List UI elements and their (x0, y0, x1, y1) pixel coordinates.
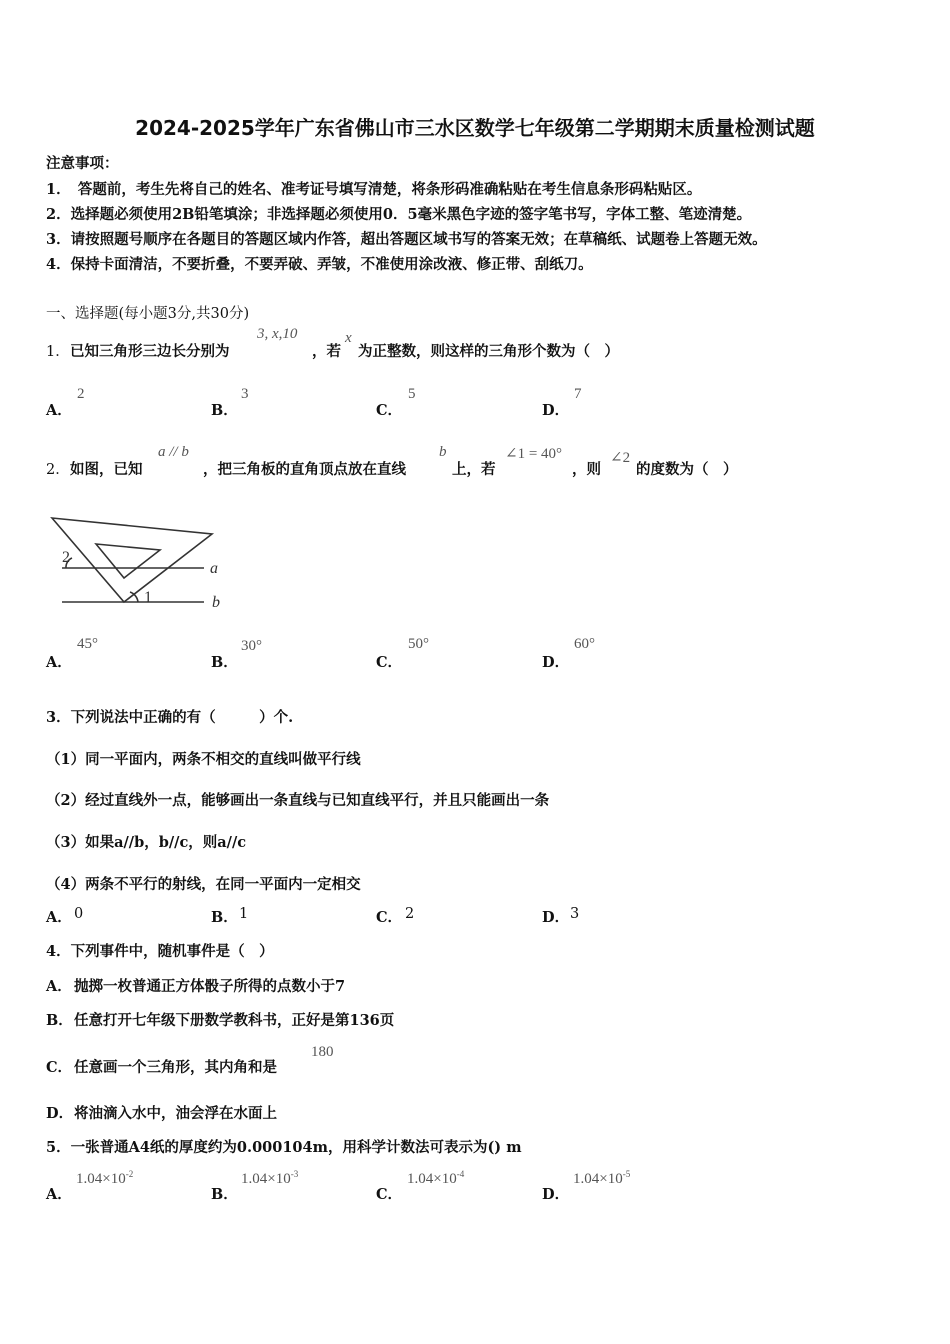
q3-statement: （1）同一平面内，两条不相交的直线叫做平行线 (46, 751, 361, 768)
notice-item: 3．请按照题号顺序在各题目的答题区域内作答，超出答题区域书写的答案无效；在草稿纸、试题卷上答题无效。 (46, 231, 767, 248)
q5-option-d-label: D． (542, 1186, 570, 1203)
q3-option-d-value: 3 (570, 906, 580, 922)
q2-option-c-value: 50° (408, 636, 429, 652)
q3-option-a-label: A． (46, 909, 72, 926)
q1-option-a-value: 2 (77, 386, 85, 402)
triangle-parallel-lines-figure (46, 508, 236, 616)
q2-option-c-label: C． (376, 654, 403, 671)
question-1-number: 1． (46, 344, 70, 360)
q3-option-b-label: B． (211, 909, 238, 926)
question-1-var: x (345, 330, 352, 346)
q3-option-a-value: 0 (74, 906, 84, 922)
question-2-text: 上，若 (452, 461, 496, 478)
q2-option-a-value: 45° (77, 636, 98, 652)
q2-option-a-label: A． (46, 654, 72, 671)
notice-item: 2．选择题必须使用2B铅笔填涂；非选择题必须使用0．5毫米黑色字迹的签字笔书写，字体工整、笔迹清楚。 (46, 206, 752, 223)
question-3-stem: 3．下列说法中正确的有（ ）个. (46, 709, 294, 726)
question-2-expr: ∠1 = 40° (505, 446, 563, 462)
q1-option-b-value: 3 (241, 386, 249, 402)
label-a: a (210, 560, 218, 577)
q2-option-d-value: 60° (574, 636, 595, 652)
q3-statement: （4）两条不平行的射线，在同一平面内一定相交 (46, 876, 361, 893)
q1-option-c-label: C． (376, 402, 403, 419)
q4-option-d-label: D． (46, 1105, 74, 1122)
question-2-expr: b (439, 444, 447, 460)
q4-option-b-text: 任意打开七年级下册数学教科书，正好是第136页 (74, 1012, 395, 1029)
question-2-expr: a // b (158, 444, 189, 460)
section-heading: 一、选择题(每小题3分,共30分) (46, 306, 250, 322)
q3-option-c-value: 2 (405, 906, 415, 922)
q3-statement: （2）经过直线外一点，能够画出一条直线与已知直线平行，并且只能画出一条 (46, 792, 550, 809)
q5-option-b-value: $1.04\times 10^{-3}$ (241, 1169, 299, 1187)
q2-option-d-label: D． (542, 654, 570, 671)
q1-option-d-value: 7 (574, 386, 582, 402)
question-5-stem: 5．一张普通A4纸的厚度约为0.000104m，用科学计数法可表示为() m (46, 1139, 522, 1156)
q3-option-c-label: C． (376, 909, 403, 926)
label-b: b (212, 594, 220, 611)
q2-option-b-value: 30° (241, 638, 262, 654)
q1-option-c-value: 5 (408, 386, 416, 402)
q5-option-b-label: B． (211, 1186, 238, 1203)
q4-option-c-text: 任意画一个三角形，其内角和是 (74, 1059, 277, 1076)
question-2-text: 如图，已知 (70, 461, 143, 478)
notice-heading: 注意事项： (46, 155, 119, 172)
q5-option-c-value: $1.04\times 10^{-4}$ (407, 1169, 465, 1187)
q4-option-a-label: A． (46, 978, 72, 995)
label-2: 2 (62, 549, 70, 566)
q3-option-d-label: D． (542, 909, 570, 926)
q4-option-b-label: B． (46, 1012, 73, 1029)
question-2-text: ，则 (572, 461, 601, 478)
q1-option-a-label: A． (46, 402, 72, 419)
page-title: 2024-2025学年广东省佛山市三水区数学七年级第二学期期末质量检测试题 (135, 116, 815, 140)
q1-option-b-label: B． (211, 402, 238, 419)
question-4-stem: 4．下列事件中，随机事件是（ ） (46, 943, 274, 960)
q5-option-c-label: C． (376, 1186, 403, 1203)
question-2-text: ，把三角板的直角顶点放在直线 (203, 461, 406, 478)
q5-option-d-value: $1.04\times 10^{-5}$ (573, 1169, 631, 1187)
q1-option-d-label: D． (542, 402, 570, 419)
set-square-outer (52, 518, 212, 602)
question-1-text: ，若 (312, 343, 341, 360)
q4-option-d-text: 将油滴入水中，油会浮在水面上 (74, 1105, 277, 1122)
set-square-inner (96, 544, 160, 578)
question-2-expr: ∠2 (610, 450, 631, 466)
q5-option-a-value: $1.04\times 10^{-2}$ (76, 1169, 134, 1187)
label-1: 1 (144, 589, 152, 606)
question-2-number: 2． (46, 462, 70, 478)
question-1-text: 为正整数，则这样的三角形个数为（ ） (358, 343, 619, 360)
question-1-expr: 3, x,10 (257, 326, 298, 342)
notice-item: 4．保持卡面清洁，不要折叠，不要弄破、弄皱，不准使用涂改液、修正带、刮纸刀。 (46, 256, 593, 273)
q2-option-b-label: B． (211, 654, 238, 671)
notice-item: 1． 答题前，考生先将自己的姓名、准考证号填写清楚，将条形码准确粘贴在考生信息条形码粘贴区。 (46, 181, 702, 198)
q4-option-a-text: 抛掷一枚普通正方体骰子所得的点数小于7 (74, 978, 346, 995)
q4-option-c-expr: 180 (311, 1044, 334, 1060)
q3-option-b-value: 1 (239, 906, 249, 922)
q3-statement: （3）如果a//b，b//c，则a//c (46, 834, 247, 851)
q4-option-c-label: C． (46, 1059, 73, 1076)
question-1-text: 已知三角形三边长分别为 (70, 343, 230, 360)
q5-option-a-label: A． (46, 1186, 72, 1203)
question-2-text: 的度数为（ ） (636, 461, 738, 478)
